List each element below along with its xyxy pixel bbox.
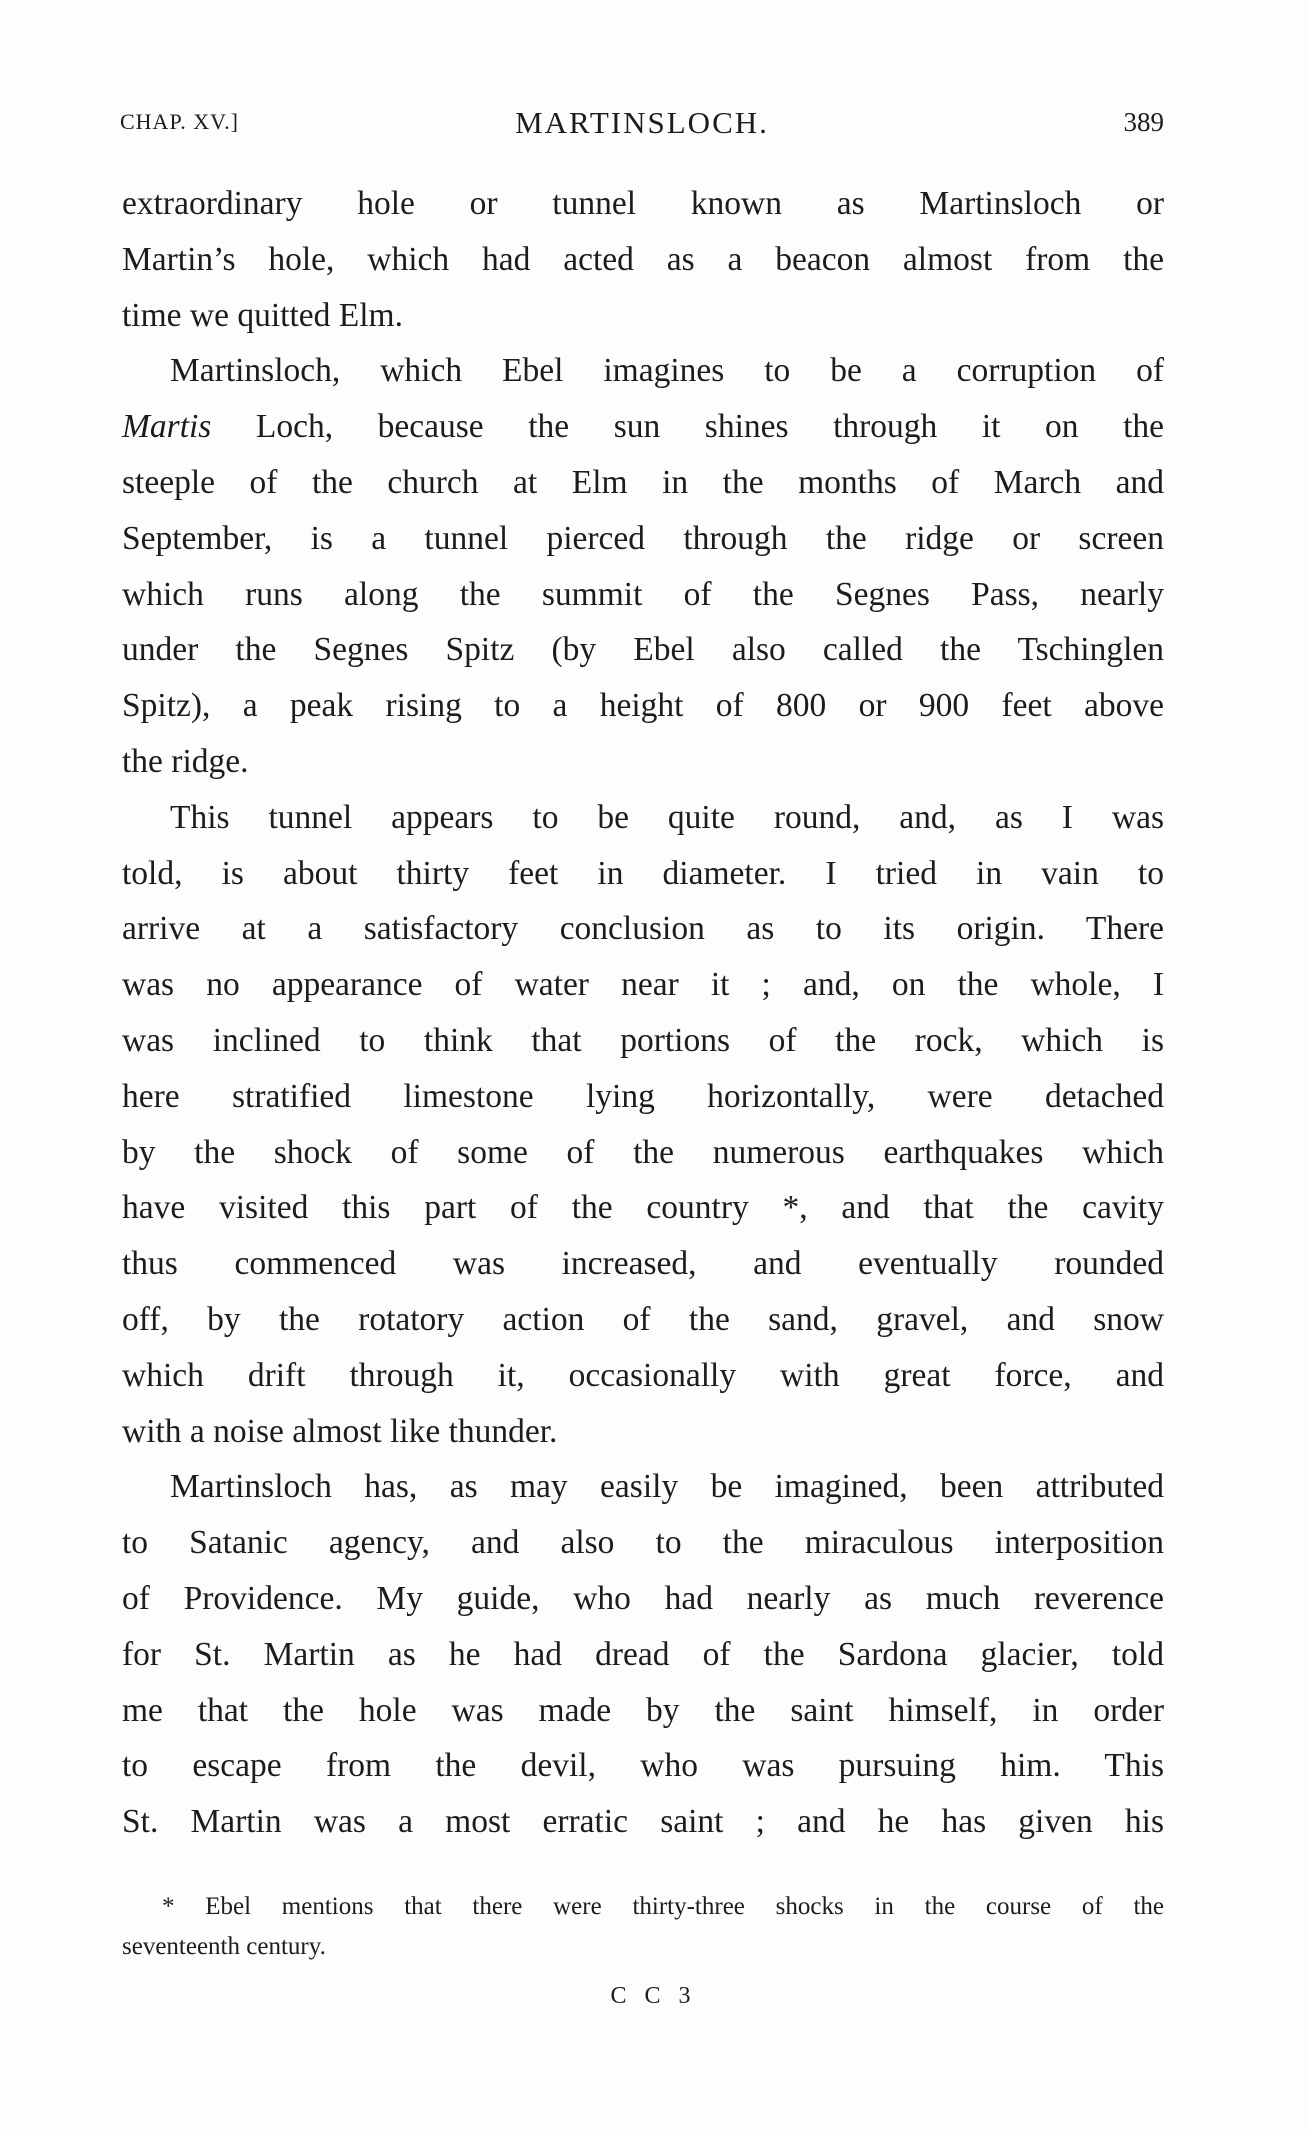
text-line: which runs along the summit of the Segnes Pass, nearly <box>122 575 1164 613</box>
text-line: Martin’s hole, which had acted as a beacon almost from the <box>122 240 1164 278</box>
text-line: of Providence. My guide, who had nearly as much reverence <box>122 1579 1164 1617</box>
italic-term: Martis <box>122 408 212 446</box>
text-line: This tunnel appears to be quite round, and, as I was <box>170 798 1164 836</box>
text-line: was inclined to think that portions of the rock, which is <box>122 1021 1164 1059</box>
footnote-line: * Ebel mentions that there were thirty-three shocks in the course of the <box>162 1893 1164 1920</box>
text-line: to escape from the devil, who was pursuing him. This <box>122 1747 1164 1785</box>
text-line: which drift through it, occasionally with great force, and <box>122 1356 1164 1394</box>
text-line: thus commenced was increased, and eventually rounded <box>122 1245 1164 1283</box>
text-line: was no appearance of water near it ; and, on the whole, I <box>122 966 1164 1004</box>
text-line: time we quitted Elm. <box>122 296 403 334</box>
text-line: extraordinary hole or tunnel known as Martinsloch or <box>122 185 1164 222</box>
text-line: here stratified limestone lying horizontally, were detached <box>122 1077 1164 1115</box>
text-line: steeple of the church at Elm in the months of March and <box>122 463 1164 501</box>
text-line: for St. Martin as he had dread of the Sardona glacier, told <box>122 1635 1164 1673</box>
page-title: MARTINSLOCH. <box>515 105 769 140</box>
body-text <box>122 176 1164 1850</box>
page-number: 389 <box>1123 107 1164 137</box>
chapter-label: CHAP. XV.] <box>120 109 240 134</box>
text-line: with a noise almost like thunder. <box>122 1412 558 1450</box>
text-line: told, is about thirty feet in diameter. I tried in vain to <box>122 854 1164 892</box>
text-line: off, by the rotatory action of the sand, gravel, and snow <box>122 1300 1164 1338</box>
running-head <box>120 105 1164 145</box>
text-line <box>122 399 1164 455</box>
text-line: Martinsloch, which Ebel imagines to be a corruption of <box>170 352 1164 390</box>
text-line-rest: Loch, because the sun shines through it on the <box>211 408 1164 446</box>
text-line: to Satanic agency, and also to the miraculous interposition <box>122 1524 1164 1562</box>
text-line: the ridge. <box>122 742 249 780</box>
text-line: have visited this part of the country *, and that the cavity <box>122 1189 1164 1227</box>
footnote <box>122 1887 1164 1967</box>
text-line: arrive at a satisfactory conclusion as to its origin. There <box>122 910 1164 948</box>
footnote-line: seventeenth century. <box>122 1933 326 1960</box>
text-line: under the Segnes Spitz (by Ebel also called the Tschinglen <box>122 631 1164 669</box>
text-line: Spitz), a peak rising to a height of 800 or 900 feet above <box>122 687 1164 725</box>
text-line: me that the hole was made by the saint himself, in order <box>122 1691 1164 1729</box>
text-line: St. Martin was a most erratic saint ; and he has given his <box>122 1803 1164 1841</box>
signature-mark: C C 3 <box>610 1983 697 2009</box>
text-line: Martinsloch has, as may easily be imagined, been attributed <box>170 1468 1164 1506</box>
text-line: by the shock of some of the numerous earthquakes which <box>122 1133 1164 1171</box>
text-line: September, is a tunnel pierced through the ridge or screen <box>122 519 1164 557</box>
